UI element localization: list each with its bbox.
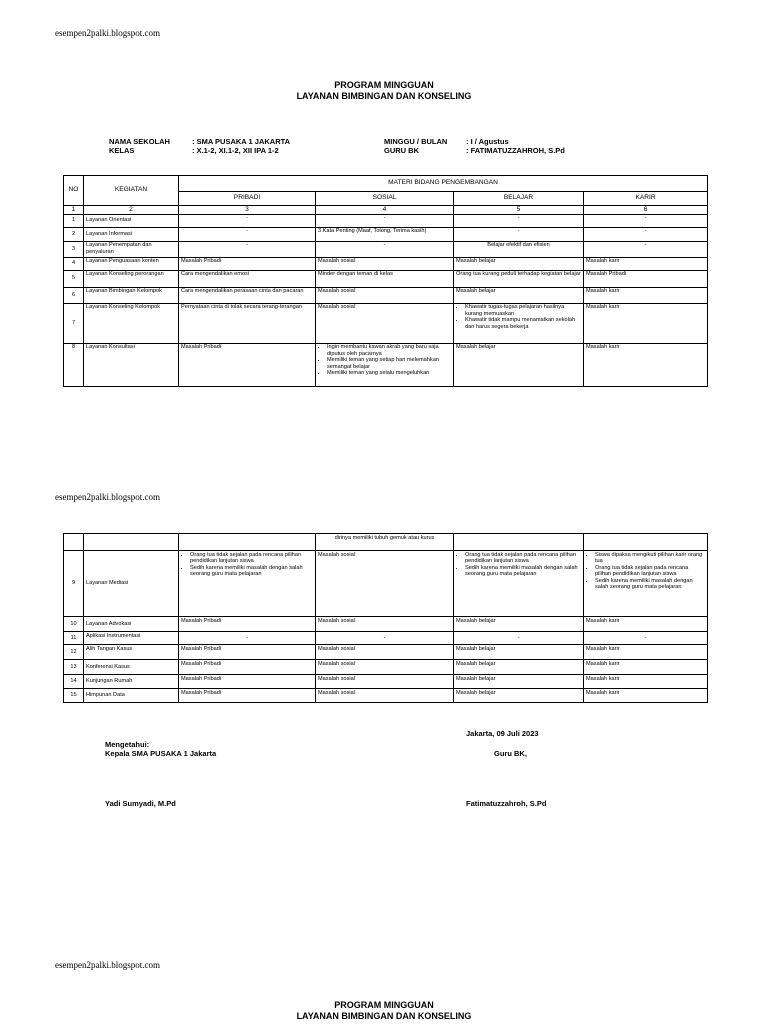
cell-pribadi: Masalah Pribadi — [179, 675, 316, 689]
cell-pribadi: - — [179, 214, 316, 227]
cell-karir: Masalah karir — [584, 287, 708, 303]
row-number: 3 — [64, 241, 84, 257]
header-pribadi: PRIBADI — [179, 192, 316, 206]
list-item: • Ingin membantu kawan akrab yang baru saja diputus oleh pacarnya — [327, 344, 451, 357]
cell-sosial: Masalah sosial — [316, 689, 454, 703]
kelas-label: KELAS — [109, 146, 135, 155]
cell-pribadi: Masalah Pribadi — [179, 257, 316, 270]
col-number: 6 — [584, 206, 708, 215]
page-title: PROGRAM MINGGUAN — [334, 1000, 434, 1010]
row-number: 2 — [64, 227, 84, 241]
row-number: 1 — [64, 214, 84, 227]
site-url: esempen2palki.blogspot.com — [55, 492, 160, 502]
cell-pribadi: Cara mengendalikan emosi — [179, 270, 316, 287]
row-number: 14 — [64, 675, 84, 689]
list-item: • Siswa dipaksa mengikuti pilihan karir orang tua — [595, 552, 705, 565]
cell-pribadi: Masalah Pribadi — [179, 660, 316, 675]
cell-karir: - — [584, 632, 708, 645]
row-kegiatan: Layanan Bimbingan Kelompok — [84, 287, 179, 303]
row-kegiatan: Layanan Konsultasi — [84, 343, 179, 386]
cell-sosial: Masalah sosial — [316, 645, 454, 660]
row-kegiatan: Aplikasi Instrumentasi — [84, 632, 179, 645]
nama-sekolah-value: : SMA PUSAKA 1 JAKARTA — [192, 137, 291, 146]
cell-sosial: dirinya memiliki tubuh gemuk atau kurus — [316, 534, 454, 551]
cell-belajar — [454, 303, 584, 343]
header-materi: MATERI BIDANG PENGEMBANGAN — [179, 176, 708, 192]
cell-karir: - — [584, 227, 708, 241]
cell-pribadi: - — [179, 241, 316, 257]
row-kegiatan: Konferensi Kasus — [84, 660, 179, 675]
cell-karir: Masalah Pribadi — [584, 270, 708, 287]
list-item: • Memiliki teman yang selalu mengeluhkan — [327, 370, 451, 377]
cell-pribadi: Pernyataan cinta di tolak secara terang-terangan — [179, 303, 316, 343]
table-row — [64, 534, 708, 551]
page-subtitle: LAYANAN BIMBINGAN DAN KONSELING — [296, 91, 472, 101]
header-karir: KARIR — [584, 192, 708, 206]
list-item: • Sedih karena memiliki masalah dengan salah seorang guru mata pelajaran — [465, 565, 581, 578]
row-number: 6 — [64, 287, 84, 303]
cell-sosial: Masalah sosial — [316, 303, 454, 343]
cell-sosial: Masalah sosial — [316, 287, 454, 303]
cell-karir: Masalah karir — [584, 343, 708, 386]
cell-belajar: - — [454, 227, 584, 241]
guru-value: : FATIMATUZZAHROH, S.Pd — [466, 146, 565, 155]
row-kegiatan: Layanan Konseling perorangan — [84, 270, 179, 287]
header-no: NO — [64, 176, 84, 206]
cell-pribadi — [179, 551, 316, 617]
row-kegiatan: Layanan Orientasi — [84, 214, 179, 227]
sign-date: Jakarta, 09 Juli 2023 — [466, 729, 539, 738]
cell-pribadi: Masalah Pribadi — [179, 343, 316, 386]
cell-belajar: Belajar efektif dan efisien — [454, 241, 584, 257]
sign-mengetahui: Mengetahui: — [105, 740, 150, 749]
program-table-continued — [63, 533, 708, 703]
table-row — [64, 257, 708, 270]
row-kegiatan: Layanan Konseling Kelompok — [84, 303, 179, 343]
table-row — [64, 675, 708, 689]
cell-sosial: Minder dengan teman di kelas — [316, 270, 454, 287]
cell-sosial: - — [316, 214, 454, 227]
row-kegiatan: Layanan Mediasi — [84, 551, 179, 617]
cell-sosial: Masalah sosial — [316, 257, 454, 270]
cell-sosial: Masalah sosial — [316, 617, 454, 632]
list-item: • Khawatir tidak mampu menamatkan sekolah dan harus segera bekerja — [465, 317, 581, 330]
row-number: 9 — [64, 551, 84, 617]
cell-pribadi: Masalah Pribadi — [179, 645, 316, 660]
page-subtitle: LAYANAN BIMBINGAN DAN KONSELING — [296, 1011, 472, 1021]
cell-pribadi: - — [179, 632, 316, 645]
cell-karir: Masalah karir — [584, 689, 708, 703]
guru-label: GURU BK — [384, 146, 419, 155]
cell-karir: - — [584, 214, 708, 227]
table-row — [64, 660, 708, 675]
cell-karir: Masalah karir — [584, 660, 708, 675]
list-item: • Orang tua tidak sejalan pada rencana pilihan pendidikan lanjutan siswa — [190, 552, 313, 565]
table-row — [64, 689, 708, 703]
col-number: 2 — [84, 206, 179, 215]
cell-sosial: Masalah sosial — [316, 660, 454, 675]
row-number: 12 — [64, 645, 84, 660]
cell-empty — [454, 534, 584, 551]
cell-belajar: Orang tua kurang peduli terhadap kegiatan belajar — [454, 270, 584, 287]
row-kegiatan: Layanan Informasi — [84, 227, 179, 241]
table-row — [64, 303, 708, 343]
row-kegiatan: Layanan Penempatan dan penyaluran — [84, 241, 179, 257]
cell-sosial: Masalah sosial — [316, 551, 454, 617]
cell-karir: - — [584, 241, 708, 257]
row-kegiatan: Himpunan Data — [84, 689, 179, 703]
header-belajar: BELAJAR — [454, 192, 584, 206]
cell-empty — [584, 534, 708, 551]
row-number: 7 — [64, 303, 84, 343]
cell-sosial: 3 Kata Penting (Maaf, Tolong, Terima kasih) — [316, 227, 454, 241]
header-sosial: SOSIAL — [316, 192, 454, 206]
kelas-value: : X.1-2, XI.1-2, XII IPA 1-2 — [192, 146, 279, 155]
table-row — [64, 343, 708, 386]
table-row — [64, 214, 708, 227]
table-row — [64, 241, 708, 257]
table-row — [64, 645, 708, 660]
cell-karir: Masalah karir — [584, 303, 708, 343]
cell-belajar — [454, 551, 584, 617]
table-row — [64, 632, 708, 645]
row-number: 13 — [64, 660, 84, 675]
row-number: 8 — [64, 343, 84, 386]
cell-pribadi: Masalah Pribadi — [179, 617, 316, 632]
cell-sosial: Masalah sosial — [316, 675, 454, 689]
cell-karir: Masalah karir — [584, 257, 708, 270]
site-url: esempen2palki.blogspot.com — [55, 960, 160, 970]
page-title: PROGRAM MINGGUAN — [334, 80, 434, 90]
sign-kepala-name: Yadi Sumyadi, M.Pd — [105, 799, 176, 808]
row-number: 10 — [64, 617, 84, 632]
header-kegiatan: KEGIATAN — [84, 176, 179, 206]
list-item: • Memiliki teman yang setiap hari melemahkan semangat belajar — [327, 357, 451, 370]
cell-sosial: - — [316, 632, 454, 645]
table-row — [64, 287, 708, 303]
row-kegiatan: Alih Tangan Kasus — [84, 645, 179, 660]
col-number: 1 — [64, 206, 84, 215]
cell-belajar: Masalah belajar — [454, 617, 584, 632]
cell-belajar: - — [454, 214, 584, 227]
cell-pribadi: - — [179, 227, 316, 241]
cell-belajar: Masalah belajar — [454, 257, 584, 270]
sign-kepala: Kepala SMA PUSAKA 1 Jakarta — [105, 749, 217, 758]
col-number: 5 — [454, 206, 584, 215]
minggu-value: : I / Agustus — [466, 137, 509, 146]
cell-belajar: Masalah belajar — [454, 660, 584, 675]
cell-belajar: Masalah belajar — [454, 343, 584, 386]
cell-belajar: Masalah belajar — [454, 645, 584, 660]
row-number: 15 — [64, 689, 84, 703]
cell-belajar: Masalah belajar — [454, 675, 584, 689]
sign-guru: Guru BK, — [494, 749, 527, 758]
program-table — [63, 175, 708, 387]
table-row — [64, 227, 708, 241]
sign-guru-name: Fatimatuzzahroh, S.Pd — [466, 799, 547, 808]
table-row — [64, 551, 708, 617]
row-kegiatan: Layanan Advokasi — [84, 617, 179, 632]
cell-empty — [64, 534, 84, 551]
cell-belajar: Masalah belajar — [454, 689, 584, 703]
cell-sosial: - — [316, 241, 454, 257]
cell-sosial — [316, 343, 454, 386]
minggu-label: MINGGU / BULAN — [384, 137, 448, 146]
table-row — [64, 270, 708, 287]
table-row — [64, 617, 708, 632]
cell-belajar: Masalah belajar — [454, 287, 584, 303]
list-item: • Sedih karena memiliki masalah dengan salah seorang guru mata pelajaran — [595, 578, 705, 591]
row-number: 4 — [64, 257, 84, 270]
list-item: • Orang tua tidak sejalan pada rencana pilihan pendidikan lanjutan siswa — [595, 565, 705, 578]
cell-pribadi: Cara mengendalikan perasaan cinta dan pacaran — [179, 287, 316, 303]
cell-belajar: - — [454, 632, 584, 645]
row-number: 5 — [64, 270, 84, 287]
col-number: 4 — [316, 206, 454, 215]
cell-karir: Masalah karir — [584, 645, 708, 660]
cell-empty — [84, 534, 179, 551]
cell-pribadi: Masalah Pribadi — [179, 689, 316, 703]
row-kegiatan: Kunjungan Rumah — [84, 675, 179, 689]
col-number: 3 — [179, 206, 316, 215]
cell-karir: Masalah karir — [584, 675, 708, 689]
list-item: • Khawatir tugas-tugas pelajaran hasilnya kurang memuaskan — [465, 304, 581, 317]
cell-karir: Masalah karir — [584, 617, 708, 632]
list-item: • Orang tua tidak sejalan pada rencana pilihan pendidikan lanjutan siswa — [465, 552, 581, 565]
row-kegiatan: Layanan Penguasaan konten — [84, 257, 179, 270]
row-number: 11 — [64, 632, 84, 645]
list-item: • Sedih karena memiliki masalah dengan salah seorang guru mata pelajaran — [190, 565, 313, 578]
site-url: esempen2palki.blogspot.com — [55, 28, 160, 38]
cell-karir — [584, 551, 708, 617]
nama-sekolah-label: NAMA SEKOLAH — [109, 137, 170, 146]
cell-empty — [179, 534, 316, 551]
